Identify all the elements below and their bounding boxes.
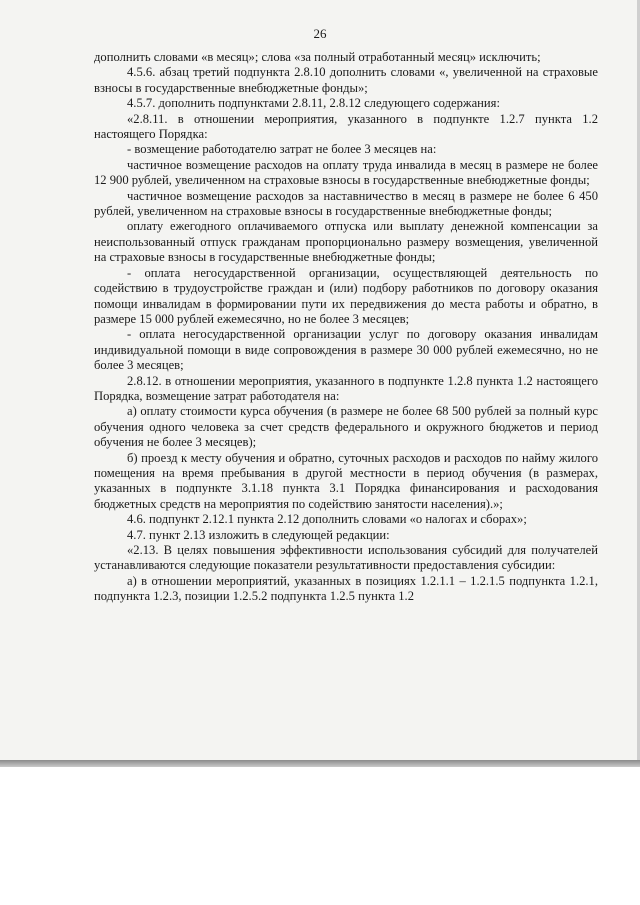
paragraph: 4.6. подпункт 2.12.1 пункта 2.12 дополнить словами «о налогах и сборах»; bbox=[127, 512, 527, 527]
paragraph: б) проезд к месту обучения и обратно, суточных расходов и расходов по найму жилого помещения на время пребывания в другой местности в период обучения (в размерах, указанных в подпункте 3.1.18 пункта 3.1 Порядка финансирования и расходования бюджетных средств на мероприятия по содействию занятости населения).»; bbox=[94, 450, 598, 511]
paragraph: «2.8.11. в отношении мероприятия, указанного в подпункте 1.2.7 пункта 1.2 настоящего Порядка: bbox=[94, 111, 598, 142]
paragraph: частичное возмещение расходов на оплату труда инвалида в месяц в размере не более 12 900 рублей, увеличенном на страховые взносы в государственные внебюджетные фонды; bbox=[94, 157, 598, 188]
paragraph: частичное возмещение расходов за наставничество в месяц в размере не более 6 450 рублей, увеличенном на страховые взносы в государственные внебюджетные фонды; bbox=[94, 188, 598, 219]
paragraph: - возмещение работодателю затрат не более 3 месяцев на: bbox=[127, 142, 437, 157]
page-edge-shadow bbox=[0, 760, 640, 767]
paragraph: «2.13. В целях повышения эффективности использования субсидий для получателей устанавливаются следующие показатели результативности предоставления субсидии: bbox=[94, 543, 598, 573]
paragraph: 2.8.12. в отношении мероприятия, указанного в подпункте 1.2.8 пункта 1.2 настоящего Порядка, возмещение затрат работодателя на: bbox=[94, 373, 598, 403]
paragraph: - оплата негосударственной организации услуг по договору оказания инвалидам индивидуальной помощи в виде сопровождения в размере 30 000 рублей ежемесячно, но не более 3 месяцев; bbox=[94, 327, 598, 373]
document-body bbox=[94, 50, 598, 605]
paragraph: а) в отношении мероприятий, указанных в позициях 1.2.1.1 – 1.2.1.5 подпункта 1.2.1, подпункта 1.2.3, позиции 1.2.5.2 подпункта 1.2.5 пункта 1.2 bbox=[94, 573, 598, 604]
paragraph: оплату ежегодного оплачиваемого отпуска или выплату денежной компенсации за неиспользованный отпуск гражданам пропорционально размеру возмещения, увеличенной на страховые взносы в государственные внебюджетные фонды; bbox=[94, 219, 598, 265]
paragraph: дополнить словами «в месяц»; слова «за полный отработанный месяц» исключить; bbox=[94, 50, 541, 64]
paragraph: а) оплату стоимости курса обучения (в размере не более 68 500 рублей за полный курс обучения одного человека за счет средств федерального и окружного бюджетов и период обучения не более 3 месяцев); bbox=[94, 404, 598, 450]
paragraph: 4.7. пункт 2.13 изложить в следующей редакции: bbox=[127, 527, 390, 542]
paragraph: 4.5.6. абзац третий подпункта 2.8.10 дополнить словами «, увеличенной на страховые взносы в государственные внебюджетные фонды»; bbox=[94, 65, 598, 95]
paragraph: 4.5.7. дополнить подпунктами 2.8.11, 2.8.12 следующего содержания: bbox=[127, 96, 500, 111]
page-number: 26 bbox=[313, 26, 327, 41]
paragraph: - оплата негосударственной организации, осуществляющей деятельность по содействию в трудоустройстве граждан и (или) подбору работников по договору оказания помощи инвалидам в формировании пути их передвижения до места работы и обратно, в размере 15 000 рублей ежемесячно, но не более 3 месяцев; bbox=[94, 265, 598, 326]
